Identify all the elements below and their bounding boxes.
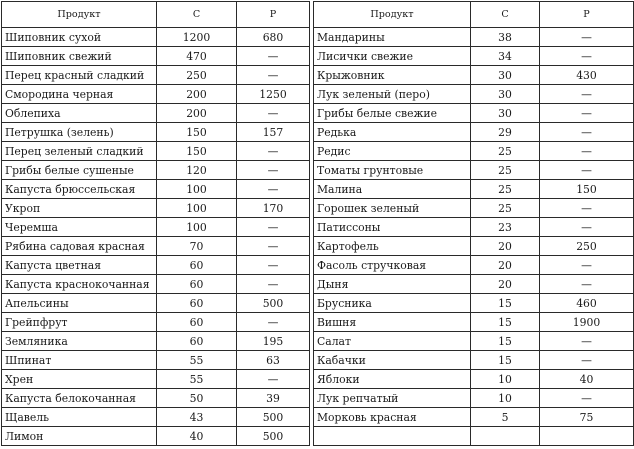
product-name-cell: Петрушка (зелень) bbox=[2, 123, 157, 142]
value-p-cell: 150 bbox=[540, 180, 634, 199]
value-c-cell: 200 bbox=[157, 85, 237, 104]
table-row bbox=[2, 332, 310, 351]
value-p-cell: — bbox=[540, 85, 634, 104]
value-c-cell: 43 bbox=[157, 408, 237, 427]
value-c-cell: 40 bbox=[157, 427, 237, 446]
header-product: Продукт bbox=[2, 2, 157, 28]
value-p-cell: 63 bbox=[237, 351, 310, 370]
value-p-cell bbox=[540, 427, 634, 446]
value-p-cell: 1900 bbox=[540, 313, 634, 332]
table-row bbox=[314, 85, 634, 104]
value-p-cell: 500 bbox=[237, 408, 310, 427]
table-row bbox=[2, 313, 310, 332]
product-name-cell: Патиссоны bbox=[314, 218, 471, 237]
product-name-cell: Шиповник сухой bbox=[2, 28, 157, 47]
value-p-cell: — bbox=[540, 218, 634, 237]
product-name-cell: Перец зеленый сладкий bbox=[2, 142, 157, 161]
value-c-cell: 20 bbox=[471, 256, 540, 275]
table-row bbox=[2, 123, 310, 142]
table-row bbox=[2, 47, 310, 66]
table-row bbox=[2, 28, 310, 47]
value-c-cell: 25 bbox=[471, 199, 540, 218]
value-p-cell: — bbox=[540, 199, 634, 218]
table-row bbox=[2, 389, 310, 408]
table-right-body bbox=[314, 28, 634, 446]
product-name-cell: Вишня bbox=[314, 313, 471, 332]
table-row bbox=[314, 218, 634, 237]
table-row bbox=[2, 218, 310, 237]
value-p-cell: — bbox=[237, 104, 310, 123]
product-name-cell: Салат bbox=[314, 332, 471, 351]
product-name-cell: Шпинат bbox=[2, 351, 157, 370]
value-c-cell: 60 bbox=[157, 294, 237, 313]
table-row bbox=[2, 237, 310, 256]
value-c-cell: 60 bbox=[157, 332, 237, 351]
value-p-cell: — bbox=[237, 237, 310, 256]
product-name-cell: Грибы белые сушеные bbox=[2, 161, 157, 180]
value-c-cell: 30 bbox=[471, 66, 540, 85]
value-p-cell: 157 bbox=[237, 123, 310, 142]
product-name-cell: Дыня bbox=[314, 275, 471, 294]
value-p-cell: 1250 bbox=[237, 85, 310, 104]
product-name-cell: Грейпфрут bbox=[2, 313, 157, 332]
table-row bbox=[314, 142, 634, 161]
table-row bbox=[314, 389, 634, 408]
product-name-cell: Смородина черная bbox=[2, 85, 157, 104]
product-name-cell: Лук зеленый (перо) bbox=[314, 85, 471, 104]
value-c-cell: 100 bbox=[157, 218, 237, 237]
product-name-cell: Кабачки bbox=[314, 351, 471, 370]
value-c-cell: 10 bbox=[471, 370, 540, 389]
product-name-cell: Редька bbox=[314, 123, 471, 142]
table-left bbox=[1, 1, 310, 446]
value-p-cell: 500 bbox=[237, 427, 310, 446]
table-row bbox=[2, 408, 310, 427]
value-c-cell: 29 bbox=[471, 123, 540, 142]
table-row bbox=[2, 161, 310, 180]
value-c-cell bbox=[471, 427, 540, 446]
table-row bbox=[314, 199, 634, 218]
value-p-cell: — bbox=[237, 370, 310, 389]
value-c-cell: 50 bbox=[157, 389, 237, 408]
value-p-cell: — bbox=[540, 256, 634, 275]
header-p: Р bbox=[540, 2, 634, 28]
table-row bbox=[314, 427, 634, 446]
table-row bbox=[314, 180, 634, 199]
value-p-cell: — bbox=[237, 66, 310, 85]
product-name-cell: Рябина садовая красная bbox=[2, 237, 157, 256]
product-name-cell: Крыжовник bbox=[314, 66, 471, 85]
header-p: Р bbox=[237, 2, 310, 28]
value-p-cell: 430 bbox=[540, 66, 634, 85]
value-p-cell: — bbox=[237, 180, 310, 199]
value-p-cell: 680 bbox=[237, 28, 310, 47]
table-row bbox=[2, 66, 310, 85]
value-c-cell: 20 bbox=[471, 237, 540, 256]
table-row bbox=[2, 104, 310, 123]
value-c-cell: 60 bbox=[157, 313, 237, 332]
value-p-cell: — bbox=[237, 142, 310, 161]
product-name-cell: Укроп bbox=[2, 199, 157, 218]
value-p-cell: — bbox=[540, 28, 634, 47]
product-name-cell: Горошек зеленый bbox=[314, 199, 471, 218]
table-row bbox=[2, 180, 310, 199]
table-row bbox=[314, 332, 634, 351]
header-product: Продукт bbox=[314, 2, 471, 28]
product-name-cell: Фасоль стручковая bbox=[314, 256, 471, 275]
table-left-body bbox=[2, 28, 310, 446]
table-row bbox=[314, 313, 634, 332]
product-name-cell: Черемша bbox=[2, 218, 157, 237]
product-name-cell: Лимон bbox=[2, 427, 157, 446]
product-name-cell: Земляника bbox=[2, 332, 157, 351]
header-c: С bbox=[157, 2, 237, 28]
product-name-cell: Капуста белокочанная bbox=[2, 389, 157, 408]
product-name-cell: Малина bbox=[314, 180, 471, 199]
value-c-cell: 100 bbox=[157, 180, 237, 199]
value-c-cell: 55 bbox=[157, 370, 237, 389]
value-c-cell: 30 bbox=[471, 104, 540, 123]
table-row bbox=[314, 256, 634, 275]
table-row bbox=[314, 275, 634, 294]
table-row bbox=[2, 370, 310, 389]
table-row bbox=[2, 427, 310, 446]
product-name-cell: Капуста краснокочанная bbox=[2, 275, 157, 294]
value-p-cell: 170 bbox=[237, 199, 310, 218]
table-row bbox=[314, 408, 634, 427]
value-c-cell: 150 bbox=[157, 123, 237, 142]
table-row bbox=[314, 104, 634, 123]
value-c-cell: 55 bbox=[157, 351, 237, 370]
product-name-cell: Лисички свежие bbox=[314, 47, 471, 66]
product-name-cell: Яблоки bbox=[314, 370, 471, 389]
value-p-cell: — bbox=[540, 104, 634, 123]
product-name-cell: Шиповник свежий bbox=[2, 47, 157, 66]
product-name-cell: Лук репчатый bbox=[314, 389, 471, 408]
table-row bbox=[2, 294, 310, 313]
value-c-cell: 470 bbox=[157, 47, 237, 66]
value-p-cell: — bbox=[540, 123, 634, 142]
header-c: С bbox=[471, 2, 540, 28]
product-name-cell: Облепиха bbox=[2, 104, 157, 123]
value-p-cell: — bbox=[237, 218, 310, 237]
table-row bbox=[314, 66, 634, 85]
value-c-cell: 5 bbox=[471, 408, 540, 427]
value-p-cell: 40 bbox=[540, 370, 634, 389]
value-c-cell: 150 bbox=[157, 142, 237, 161]
value-p-cell: 250 bbox=[540, 237, 634, 256]
value-c-cell: 250 bbox=[157, 66, 237, 85]
value-c-cell: 200 bbox=[157, 104, 237, 123]
value-c-cell: 60 bbox=[157, 275, 237, 294]
value-c-cell: 60 bbox=[157, 256, 237, 275]
product-name-cell: Морковь красная bbox=[314, 408, 471, 427]
value-p-cell: — bbox=[237, 313, 310, 332]
table-row bbox=[314, 351, 634, 370]
value-p-cell: — bbox=[540, 47, 634, 66]
value-c-cell: 34 bbox=[471, 47, 540, 66]
value-c-cell: 38 bbox=[471, 28, 540, 47]
table-row bbox=[314, 237, 634, 256]
value-p-cell: — bbox=[540, 332, 634, 351]
product-name-cell: Щавель bbox=[2, 408, 157, 427]
table-row bbox=[2, 199, 310, 218]
value-c-cell: 25 bbox=[471, 142, 540, 161]
table-row bbox=[2, 275, 310, 294]
product-name-cell: Редис bbox=[314, 142, 471, 161]
value-c-cell: 20 bbox=[471, 275, 540, 294]
value-c-cell: 30 bbox=[471, 85, 540, 104]
value-c-cell: 100 bbox=[157, 199, 237, 218]
table-row bbox=[314, 47, 634, 66]
product-name-cell: Перец красный сладкий bbox=[2, 66, 157, 85]
value-p-cell: — bbox=[237, 47, 310, 66]
value-p-cell: — bbox=[237, 275, 310, 294]
value-p-cell: — bbox=[540, 161, 634, 180]
table-row bbox=[314, 294, 634, 313]
product-name-cell: Грибы белые свежие bbox=[314, 104, 471, 123]
value-p-cell: — bbox=[540, 275, 634, 294]
product-name-cell: Брусника bbox=[314, 294, 471, 313]
table-row bbox=[314, 28, 634, 47]
value-c-cell: 15 bbox=[471, 294, 540, 313]
value-c-cell: 25 bbox=[471, 161, 540, 180]
header-row bbox=[2, 2, 310, 28]
value-c-cell: 1200 bbox=[157, 28, 237, 47]
product-name-cell: Мандарины bbox=[314, 28, 471, 47]
value-c-cell: 10 bbox=[471, 389, 540, 408]
value-c-cell: 120 bbox=[157, 161, 237, 180]
table-right bbox=[313, 1, 634, 446]
value-p-cell: — bbox=[540, 142, 634, 161]
table-row bbox=[2, 256, 310, 275]
value-c-cell: 25 bbox=[471, 180, 540, 199]
value-p-cell: 39 bbox=[237, 389, 310, 408]
product-name-cell: Капуста брюссельская bbox=[2, 180, 157, 199]
value-p-cell: — bbox=[540, 351, 634, 370]
value-c-cell: 15 bbox=[471, 332, 540, 351]
product-name-cell: Томаты грунтовые bbox=[314, 161, 471, 180]
value-p-cell: — bbox=[540, 389, 634, 408]
product-name-cell: Хрен bbox=[2, 370, 157, 389]
value-p-cell: 75 bbox=[540, 408, 634, 427]
product-name-cell bbox=[314, 427, 471, 446]
product-name-cell: Апельсины bbox=[2, 294, 157, 313]
table-row bbox=[314, 161, 634, 180]
value-p-cell: 500 bbox=[237, 294, 310, 313]
table-row bbox=[314, 123, 634, 142]
product-name-cell: Капуста цветная bbox=[2, 256, 157, 275]
value-p-cell: 460 bbox=[540, 294, 634, 313]
header-row bbox=[314, 2, 634, 28]
table-row bbox=[2, 85, 310, 104]
value-c-cell: 23 bbox=[471, 218, 540, 237]
table-row bbox=[2, 351, 310, 370]
value-c-cell: 15 bbox=[471, 313, 540, 332]
product-name-cell: Картофель bbox=[314, 237, 471, 256]
table-row bbox=[2, 142, 310, 161]
value-p-cell: — bbox=[237, 161, 310, 180]
value-p-cell: — bbox=[237, 256, 310, 275]
table-row bbox=[314, 370, 634, 389]
value-c-cell: 15 bbox=[471, 351, 540, 370]
value-p-cell: 195 bbox=[237, 332, 310, 351]
value-c-cell: 70 bbox=[157, 237, 237, 256]
